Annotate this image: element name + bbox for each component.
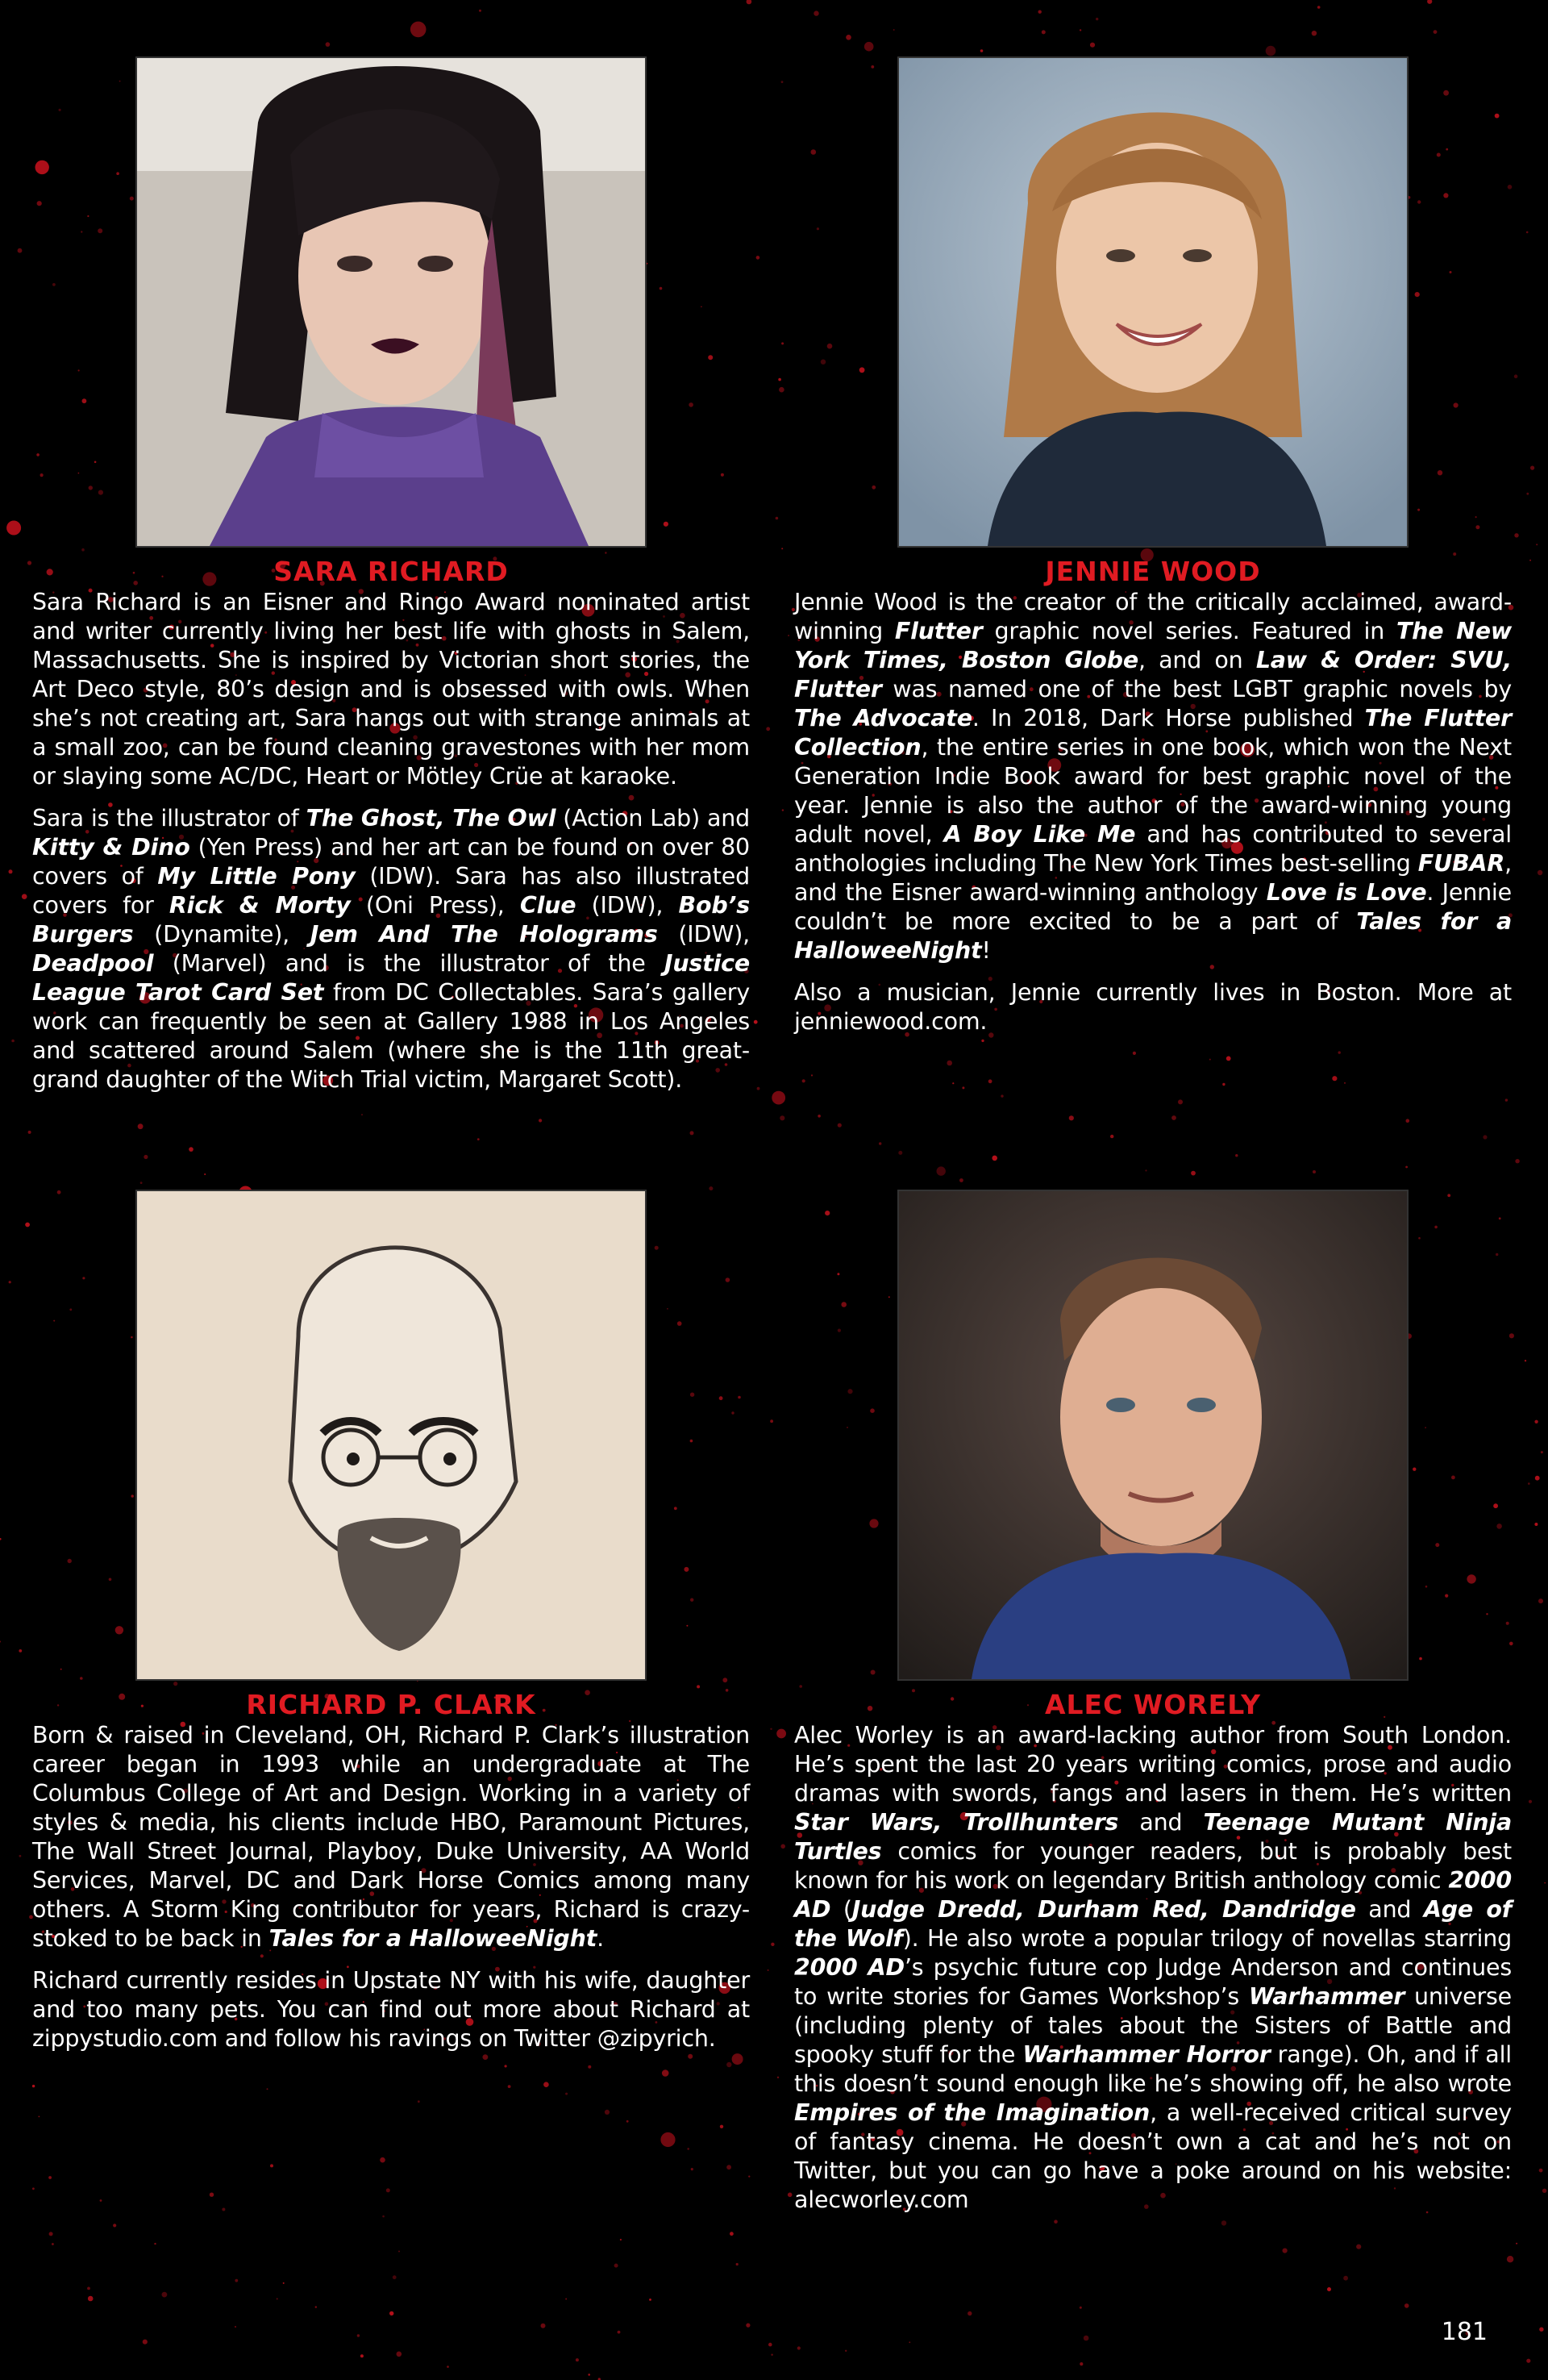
splatter-dot xyxy=(1222,1083,1225,1086)
splatter-dot xyxy=(1514,374,1518,378)
splatter-dot xyxy=(1536,544,1538,545)
splatter-dot xyxy=(779,387,784,393)
splatter-dot xyxy=(267,2088,268,2090)
splatter-dot xyxy=(1516,2243,1517,2245)
splatter-dot xyxy=(19,1855,22,1857)
splatter-dot xyxy=(1038,10,1042,14)
title-emphasis: 2000 AD xyxy=(794,1867,1512,1923)
splatter-dot xyxy=(222,2208,225,2211)
splatter-dot xyxy=(154,2243,156,2245)
body-text: Sara is the illustrator of xyxy=(32,805,306,832)
body-text: graphic novel series. Featured in xyxy=(982,618,1396,644)
splatter-dot xyxy=(326,42,331,47)
splatter-dot xyxy=(620,2239,622,2240)
splatter-dot xyxy=(780,1115,784,1120)
title-emphasis: A Boy Like Me xyxy=(943,821,1136,848)
body-text: . Jennie couldn’t be more excited to be a part of xyxy=(794,879,1512,935)
splatter-dot xyxy=(1235,1154,1238,1157)
splatter-dot xyxy=(52,2243,54,2245)
name-sara-richard: SARA RICHARD xyxy=(273,556,509,587)
title-emphasis: The New York Times, Boston Globe xyxy=(794,618,1513,673)
body-text: (Yen Press) and her art can be found on over 80 covers of xyxy=(32,834,750,890)
splatter-dot xyxy=(1080,29,1081,31)
splatter-dot xyxy=(189,1147,194,1152)
title-emphasis: Teenage Mutant Ninja Turtles xyxy=(794,1809,1512,1865)
splatter-dot xyxy=(1069,1115,1074,1120)
bio-paragraph xyxy=(32,588,750,791)
splatter-dot xyxy=(771,2354,772,2356)
splatter-dot xyxy=(477,1138,480,1140)
body-text: Sara Richard is an Eisner and Ringo Award nominated artist and writer currently living her best life with ghosts in Salem, Massachusetts. She is inspired by Victorian short stories, the Art Deco style, 80’s design and is obsessed with owls. When she’s not creating art, Sara hangs out with strange animals at a small zoo, can be found cleaning gravestones with her mom or slaying some AC/DC, Heart or Mötley Crüe at karaoke. xyxy=(32,589,750,790)
title-emphasis: The Flutter Collection xyxy=(794,705,1512,761)
splatter-dot xyxy=(838,1123,842,1127)
body-text: Richard currently resides in Upstate NY with his wife, daughter and too many pets. You can find out more about Richard at zippystudio.com and follow his ravings on Twitter @zipyrich. xyxy=(32,1967,750,2052)
splatter-dot xyxy=(1001,1094,1003,1097)
splatter-dot xyxy=(909,2341,910,2343)
title-emphasis: Empires of the Imagination xyxy=(794,2099,1151,2126)
body-text: (Marvel) and is the illustrator of the xyxy=(153,950,664,977)
splatter-dot xyxy=(980,49,984,52)
body-text: and xyxy=(1355,1896,1424,1923)
splatter-dot xyxy=(988,1079,992,1083)
splatter-dot xyxy=(614,2264,618,2268)
bio-paragraph xyxy=(794,588,1512,965)
splatter-dot xyxy=(1209,1059,1211,1061)
splatter-dot xyxy=(88,2296,94,2302)
splatter-dot xyxy=(1226,1057,1231,1061)
splatter-dot xyxy=(687,2148,689,2150)
splatter-dot xyxy=(235,2279,238,2282)
title-emphasis: Flutter xyxy=(894,618,983,644)
body-text: ( xyxy=(830,1896,852,1923)
splatter-dot xyxy=(605,2110,610,2115)
bio-text xyxy=(32,588,750,1094)
splatter-dot xyxy=(1507,2256,1513,2262)
splatter-dot xyxy=(747,0,752,4)
body-text: was named one of the best LGBT graphic novels by xyxy=(881,676,1512,702)
splatter-dot xyxy=(1080,2307,1082,2309)
splatter-dot xyxy=(25,1223,30,1228)
splatter-dot xyxy=(162,2292,168,2298)
splatter-dot xyxy=(283,2282,285,2284)
splatter-dot xyxy=(9,1281,11,1283)
splatter-dot xyxy=(32,2085,35,2087)
splatter-dot xyxy=(1539,2169,1543,2173)
body-text: (IDW), xyxy=(576,892,679,919)
bio-paragraph xyxy=(794,978,1512,1036)
splatter-dot xyxy=(771,1943,774,1946)
splatter-dot xyxy=(1514,533,1518,537)
title-emphasis: Bob’s Burgers xyxy=(32,892,750,948)
title-emphasis: Tales for a HalloweeNight xyxy=(794,908,1512,964)
splatter-dot xyxy=(1338,1051,1341,1053)
body-text: ’s psychic future cop Judge Anderson and continues to write stories for Games Workshop’s xyxy=(794,1954,1512,2010)
splatter-dot xyxy=(19,1649,22,1653)
splatter-dot xyxy=(1434,30,1438,34)
splatter-dot xyxy=(1145,1169,1146,1171)
splatter-dot xyxy=(360,2354,364,2357)
splatter-dot xyxy=(1539,2328,1543,2332)
splatter-dot xyxy=(864,42,874,52)
splatter-dot xyxy=(768,2343,772,2347)
splatter-dot xyxy=(1529,1800,1532,1803)
splatter-dot xyxy=(968,2311,972,2315)
splatter-dot xyxy=(270,2164,273,2167)
splatter-dot xyxy=(48,2176,52,2179)
body-text: (IDW). Sara has also illustrated covers for xyxy=(32,863,750,919)
splatter-dot xyxy=(380,2157,385,2163)
title-emphasis: The Advocate xyxy=(794,705,972,732)
splatter-dot xyxy=(1529,560,1531,561)
name-richard-p-clark: RICHARD P. CLARK xyxy=(246,1689,536,1720)
splatter-dot xyxy=(22,894,27,899)
splatter-dot xyxy=(962,1086,964,1089)
body-text: Born & raised in Cleveland, OH, Richard P. Clark’s illustration career began in 1993 while an undergraduate at The Columbus College of Art and Design. Working in a variety of styles & media, his clients include HBO, Paramount Pictures, The Wall Street Journal, Playboy, Duke University, AA World Services, Marvel, DC and Dark Horse Comics among many others. A Storm King contributor for years, Richard is crazy-stoked to be back in xyxy=(32,1722,750,1952)
splatter-dot xyxy=(811,1074,813,1076)
body-text: from DC Collectables. Sara’s gallery work can frequently be seen at Gallery 1988 in Los Angeles and scattered around Salem (where she is the 11th great-grand daughter of the Witch Trial victim, Margaret Scott). xyxy=(32,979,750,1093)
splatter-dot xyxy=(777,2077,779,2078)
title-emphasis: 2000 AD xyxy=(794,1954,905,1981)
splatter-dot xyxy=(393,2275,397,2279)
bio-text xyxy=(794,588,1512,1036)
splatter-dot xyxy=(1526,231,1529,234)
splatter-dot xyxy=(27,561,31,565)
body-text: range). Oh, and if all this doesn’t sound enough like he’s showing off, he also wrote xyxy=(794,2041,1512,2097)
body-text: (Action Lab) and xyxy=(556,805,750,832)
splatter-dot xyxy=(11,1040,15,1043)
body-text: , a well-received critical survey of fantasy cinema. He doesn’t own a cat and he’s not on Twitter, but you can go have a poke around on his website: alecworley.com xyxy=(794,2099,1512,2213)
splatter-dot xyxy=(937,1166,946,1175)
splatter-dot xyxy=(87,2287,90,2290)
splatter-dot xyxy=(1096,18,1098,20)
bio-text xyxy=(794,1721,1512,2215)
bio-paragraph xyxy=(794,1721,1512,2215)
portrait-woman-dark-hair-purple-scarf-image xyxy=(137,58,645,546)
splatter-dot xyxy=(1530,466,1534,470)
title-emphasis: Judge Dredd, Durham Red, Dandridge xyxy=(851,1896,1356,1923)
splatter-dot xyxy=(1080,2362,1083,2365)
splatter-dot xyxy=(565,2299,567,2300)
splatter-dot xyxy=(9,869,13,873)
photo-jennie-wood xyxy=(897,56,1409,548)
splatter-dot xyxy=(781,342,784,344)
splatter-dot xyxy=(757,1087,760,1090)
splatter-dot xyxy=(382,2215,385,2218)
bio-paragraph xyxy=(32,1721,750,1953)
splatter-dot xyxy=(1344,1082,1346,1084)
splatter-dot xyxy=(1542,2189,1546,2193)
splatter-dot xyxy=(1404,2303,1409,2308)
splatter-dot xyxy=(397,2352,402,2357)
splatter-dot xyxy=(1544,1882,1546,1884)
bio-jennie-wood xyxy=(794,56,1512,1049)
splatter-dot xyxy=(992,1156,997,1161)
splatter-dot xyxy=(398,2251,400,2253)
splatter-dot xyxy=(1535,1476,1540,1481)
splatter-dot xyxy=(802,1079,805,1082)
photo-sara-richard xyxy=(135,56,647,548)
body-text: universe (including plenty of tales about the Sisters of Battle and spooky stuff for the xyxy=(794,1983,1512,2068)
splatter-dot xyxy=(0,1641,1,1643)
splatter-dot xyxy=(788,635,789,636)
splatter-dot xyxy=(1526,2359,1530,2363)
name-jennie-wood: JENNIE WOOD xyxy=(1045,556,1261,587)
splatter-dot xyxy=(1534,1523,1538,1526)
splatter-dot xyxy=(726,2165,731,2170)
splatter-dot xyxy=(730,2232,734,2236)
splatter-dot xyxy=(776,1729,786,1739)
splatter-dot xyxy=(818,1115,821,1118)
title-emphasis: My Little Pony xyxy=(157,863,356,890)
body-text: . In 2018, Dark Horse published xyxy=(972,705,1365,732)
splatter-dot xyxy=(1110,1135,1113,1138)
splatter-dot xyxy=(770,1419,773,1423)
body-text: (IDW), xyxy=(657,921,750,948)
splatter-dot xyxy=(28,1131,31,1134)
body-text: Jennie Wood is the creator of the critically acclaimed, award-winning xyxy=(794,589,1512,644)
splatter-dot xyxy=(1191,1171,1196,1176)
splatter-dot xyxy=(140,1182,143,1184)
splatter-dot xyxy=(1526,493,1529,495)
photo-richard-p-clark xyxy=(135,1190,647,1681)
title-emphasis: Clue xyxy=(519,892,576,919)
splatter-dot xyxy=(543,2082,549,2087)
splatter-dot xyxy=(144,1155,148,1159)
title-emphasis: Love is Love xyxy=(1266,879,1427,906)
splatter-dot xyxy=(947,1061,952,1066)
splatter-dot xyxy=(1483,1135,1487,1139)
splatter-dot xyxy=(1090,43,1095,48)
name-alec-worely: ALEC WORELY xyxy=(1044,1689,1261,1720)
splatter-dot xyxy=(778,378,781,381)
splatter-dot xyxy=(479,10,481,12)
photo-alec-worely xyxy=(897,1190,1409,1681)
title-emphasis: Tales for a HalloweeNight xyxy=(268,1925,597,1952)
splatter-dot xyxy=(1317,6,1321,9)
splatter-dot xyxy=(204,1173,206,1175)
splatter-dot xyxy=(1312,31,1317,35)
splatter-dot xyxy=(893,29,895,31)
splatter-dot xyxy=(100,2199,102,2202)
body-text: . xyxy=(597,1925,604,1952)
splatter-dot xyxy=(1266,46,1276,56)
body-text: Also a musician, Jennie currently lives in Boston. More at jenniewood.com. xyxy=(794,979,1512,1035)
bio-richard-p-clark xyxy=(32,1190,750,2066)
splatter-dot xyxy=(736,2263,739,2265)
splatter-dot xyxy=(746,2324,750,2328)
splatter-dot xyxy=(618,2331,621,2334)
body-text: , the entire series in one book, which won the Next Generation Indie Book award for best graphic novel of the year. Jennie is also the author of the award-winning young adult novel, xyxy=(794,734,1512,848)
splatter-dot xyxy=(846,35,851,40)
portrait-woman-blonde-hair-smiling-image xyxy=(899,58,1407,546)
splatter-dot xyxy=(781,81,784,83)
body-text: (Dynamite), xyxy=(133,921,310,948)
splatter-dot xyxy=(389,2311,393,2315)
splatter-dot xyxy=(1042,30,1046,34)
splatter-dot xyxy=(1427,0,1432,4)
splatter-dot xyxy=(660,2132,675,2147)
bio-paragraph xyxy=(32,1966,750,2053)
splatter-dot xyxy=(1505,1098,1508,1101)
splatter-dot xyxy=(138,1123,144,1129)
splatter-dot xyxy=(1405,1166,1408,1169)
splatter-dot xyxy=(1406,1119,1410,1123)
splatter-dot xyxy=(770,1728,772,1730)
splatter-dot xyxy=(720,2125,723,2128)
splatter-dot xyxy=(756,256,760,260)
bio-alec-worely xyxy=(794,1190,1512,2228)
splatter-dot xyxy=(1327,2287,1331,2291)
splatter-dot xyxy=(576,2358,579,2361)
title-emphasis: Deadpool xyxy=(32,950,154,977)
body-text: ! xyxy=(981,937,991,964)
splatter-dot xyxy=(814,10,818,15)
splatter-dot xyxy=(1178,1099,1183,1104)
splatter-dot xyxy=(1332,1076,1337,1081)
splatter-dot xyxy=(781,548,783,549)
splatter-dot xyxy=(6,521,21,536)
splatter-dot xyxy=(776,517,779,520)
splatter-dot xyxy=(418,2100,420,2103)
splatter-dot xyxy=(210,2193,214,2197)
splatter-dot xyxy=(508,2085,511,2088)
splatter-dot xyxy=(748,2176,750,2178)
bio-paragraph xyxy=(32,804,750,1094)
splatter-dot xyxy=(541,2324,546,2328)
title-emphasis: Star Wars, Trollhunters xyxy=(794,1809,1119,1836)
splatter-dot xyxy=(1171,1115,1176,1120)
portrait-man-short-hair-blue-shirt-image xyxy=(899,1191,1407,1679)
title-emphasis: Kitty & Dino xyxy=(32,834,190,861)
splatter-dot xyxy=(235,2326,236,2328)
splatter-dot xyxy=(565,2093,568,2095)
splatter-dot xyxy=(447,2365,449,2368)
splatter-dot xyxy=(1356,2245,1361,2249)
splatter-dot xyxy=(1283,2249,1288,2253)
splatter-dot xyxy=(772,1091,785,1105)
splatter-dot xyxy=(898,1151,902,1155)
splatter-dot xyxy=(691,2168,693,2170)
splatter-dot xyxy=(782,809,784,811)
splatter-dot xyxy=(1525,1360,1526,1361)
caricature-bald-man-glasses-goatee-image xyxy=(137,1191,645,1679)
splatter-dot xyxy=(690,1131,694,1135)
splatter-dot xyxy=(788,2193,793,2198)
title-emphasis: FUBAR xyxy=(1417,850,1505,877)
splatter-dot xyxy=(143,2340,148,2345)
bio-sara-richard xyxy=(32,56,750,1107)
splatter-dot xyxy=(766,727,770,731)
splatter-dot xyxy=(1538,1598,1543,1603)
splatter-dot xyxy=(649,2299,651,2301)
body-text: Alec Worley is an award-lacking author from South London. He’s spent the last 20 years writing comics, prose and audio dramas with swords, fangs and lasers in them. He’s written xyxy=(794,1722,1512,1807)
splatter-dot xyxy=(113,2224,116,2227)
splatter-dot xyxy=(1528,1482,1530,1485)
splatter-dot xyxy=(797,2346,801,2349)
splatter-dot xyxy=(277,2298,278,2299)
splatter-dot xyxy=(754,1020,758,1024)
splatter-dot xyxy=(959,1178,963,1182)
splatter-dot xyxy=(49,2232,53,2236)
splatter-dot xyxy=(1515,1159,1519,1163)
splatter-dot xyxy=(768,1969,769,1971)
body-text: , and the Eisner award-winning anthology xyxy=(794,850,1512,906)
title-emphasis: Age of the Wolf xyxy=(794,1896,1512,1952)
splatter-dot xyxy=(845,2350,847,2352)
title-emphasis: Rick & Morty xyxy=(169,892,351,919)
splatter-dot xyxy=(1538,870,1542,875)
body-text: comics for younger readers, but is probably best known for his work on legendary British anthology comic xyxy=(794,1838,1512,1894)
body-text: (Oni Press), xyxy=(350,892,520,919)
splatter-dot xyxy=(626,2120,629,2123)
splatter-dot xyxy=(539,1119,542,1122)
splatter-dot xyxy=(0,1538,2,1540)
splatter-dot xyxy=(386,2188,390,2192)
splatter-dot xyxy=(361,1114,363,1115)
splatter-dot xyxy=(1084,2336,1089,2341)
splatter-dot xyxy=(1133,1052,1136,1055)
title-emphasis: Jem And The Holograms xyxy=(310,921,658,948)
splatter-dot xyxy=(32,2187,35,2190)
bio-text xyxy=(32,1721,750,2053)
splatter-dot xyxy=(410,22,427,38)
title-emphasis: Warhammer Horror xyxy=(1022,2041,1271,2068)
title-emphasis: Law & Order: SVU, Flutter xyxy=(794,647,1513,702)
title-emphasis: Justice League Tarot Card Set xyxy=(32,950,750,1006)
title-emphasis: Warhammer xyxy=(1248,1983,1405,2010)
splatter-dot xyxy=(662,2069,669,2077)
body-text: and has contributed to several anthologies including The New York Times best-selling xyxy=(794,821,1512,877)
splatter-dot xyxy=(357,2334,360,2336)
splatter-dot xyxy=(1343,2276,1348,2281)
body-text: ). He also wrote a popular trilogy of novellas starring xyxy=(902,1925,1512,1952)
splatter-dot xyxy=(1313,1170,1316,1173)
splatter-dot xyxy=(315,2306,317,2307)
splatter-dot xyxy=(780,1844,785,1849)
splatter-dot xyxy=(1534,1420,1538,1423)
splatter-dot xyxy=(879,1142,881,1144)
splatter-dot xyxy=(952,1082,954,1084)
title-emphasis: The Ghost, The Owl xyxy=(306,805,556,832)
splatter-dot xyxy=(39,2116,40,2118)
splatter-dot xyxy=(18,248,23,253)
splatter-dot xyxy=(588,2374,590,2376)
body-text: , and on xyxy=(1138,647,1256,673)
splatter-dot xyxy=(1541,1451,1543,1453)
page-number: 181 xyxy=(1441,2318,1488,2346)
body-text: and xyxy=(1118,1809,1204,1836)
